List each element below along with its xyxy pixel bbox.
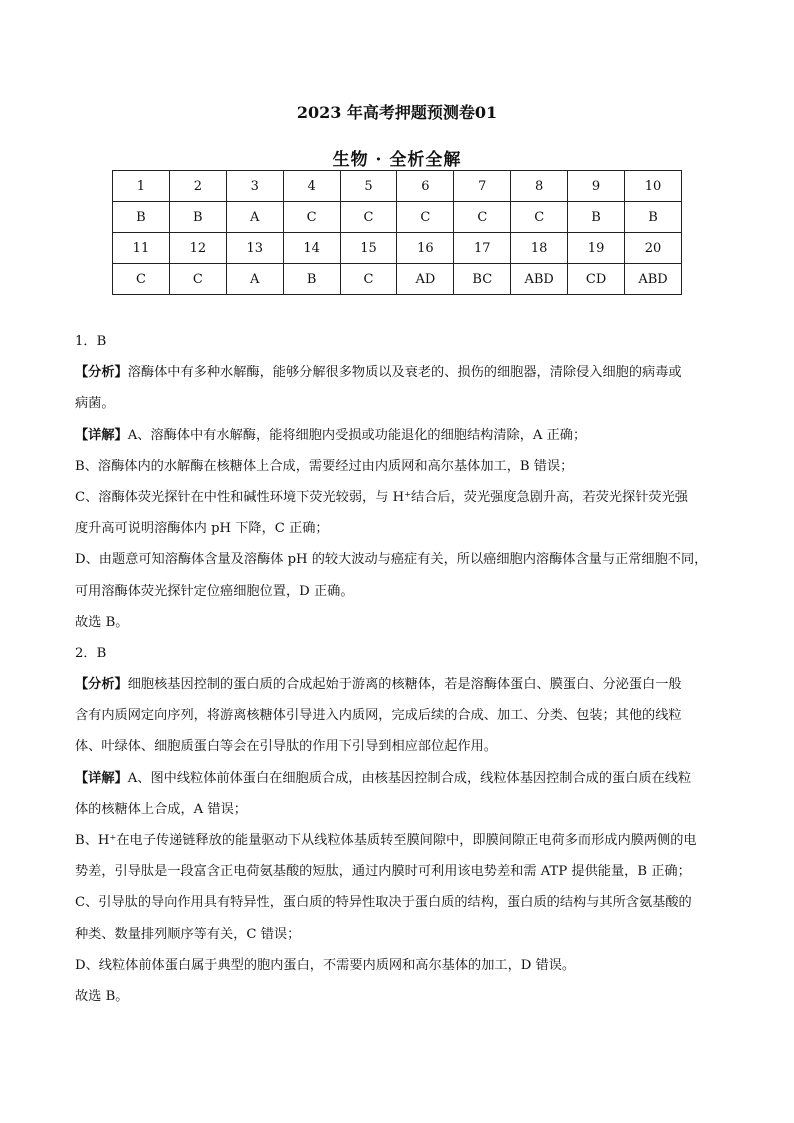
- table-cell: 13: [226, 233, 283, 264]
- table-cell: C: [340, 264, 397, 295]
- q1-analysis: [75, 357, 720, 388]
- table-cell: ABD: [511, 264, 568, 295]
- table-cell: 11: [113, 233, 170, 264]
- table-cell: C: [454, 202, 511, 233]
- table-cell: B: [169, 202, 226, 233]
- table-row-answers-2: [113, 264, 682, 295]
- q2-analysis-cont-1: 含有内质网定向序列，将游离核糖体引导进入内质网，完成后续的合成、加工、分类、包装；其他的线粒: [75, 708, 682, 724]
- table-cell: 15: [340, 233, 397, 264]
- table-cell: A: [226, 264, 283, 295]
- table-cell: B: [625, 202, 682, 233]
- table-cell: 19: [568, 233, 625, 264]
- q1-detail-c-cont: 度升高可说明溶酶体内 pH 下降，C 正确；: [75, 521, 329, 537]
- solutions-body: [75, 326, 720, 1012]
- table-row-numbers-2: [113, 233, 682, 264]
- table-cell: A: [226, 202, 283, 233]
- q2-detail-d: D、线粒体前体蛋白属于典型的胞内蛋白，不需要内质网和高尔基体的加工，D 错误。: [75, 957, 576, 973]
- table-cell: 20: [625, 233, 682, 264]
- q1-analysis-cont: 病菌。: [75, 396, 115, 412]
- analysis-tag: 【分析】: [75, 677, 128, 693]
- q2-detail-c: C、引导肽的导向作用具有特异性，蛋白质的特异性取决于蛋白质的结构，蛋白质的结构与其所含氨基酸的: [75, 895, 692, 911]
- q1-detail-b: B、溶酶体内的水解酶在核糖体上合成，需要经过由内质网和高尔基体加工，B 错误；: [75, 458, 574, 474]
- table-cell: CD: [568, 264, 625, 295]
- q2-detail-b: B、H⁺在电子传递链释放的能量驱动下从线粒体基质转至膜间隙中，即膜间隙正电荷多而形成内膜两侧的电: [75, 833, 697, 848]
- answer-table: [112, 170, 682, 295]
- detail-tag: 【详解】: [75, 770, 128, 786]
- table-cell: 14: [283, 233, 340, 264]
- q2-analysis-cont-2: 体、叶绿体、细胞质蛋白等会在引导肽的作用下引导到相应部位起作用。: [75, 739, 497, 755]
- table-cell: C: [397, 202, 454, 233]
- q1-detail-c: C、溶酶体荧光探针在中性和碱性环境下荧光较弱，与 H⁺结合后，荧光强度急剧升高，若荧光探针荧光强: [75, 489, 688, 505]
- table-cell: C: [169, 264, 226, 295]
- q1-detail-a: A、溶酶体中有水解酶，能将细胞内受损或功能退化的细胞结构清除，A 正确；: [127, 427, 587, 443]
- table-cell: 9: [568, 171, 625, 202]
- document-subtitle: 生物 · 全析全解: [332, 150, 462, 170]
- table-cell: 17: [454, 233, 511, 264]
- q1-detail-d: D、由题意可知溶酶体含量及溶酶体 pH 的较大波动与癌症有关，所以癌细胞内溶酶体含量与正常细胞不同，: [75, 552, 708, 568]
- q2-detail-c-cont: 种类、数量排列顺序等有关，C 错误；: [75, 926, 301, 942]
- q1-conclusion: 故选 B。: [75, 614, 129, 630]
- table-cell: B: [568, 202, 625, 233]
- table-cell: BC: [454, 264, 511, 295]
- detail-tag: 【详解】: [75, 427, 128, 443]
- table-cell: 4: [283, 171, 340, 202]
- q2-detail: [75, 763, 720, 794]
- table-cell: 6: [397, 171, 454, 202]
- table-cell: 1: [113, 171, 170, 202]
- q2-header: 2．B: [75, 645, 107, 661]
- q1-header: 1．B: [75, 334, 107, 349]
- table-cell: C: [283, 202, 340, 233]
- table-cell: 2: [169, 171, 226, 202]
- table-cell: 18: [511, 233, 568, 264]
- table-cell: B: [283, 264, 340, 295]
- q2-conclusion: 故选 B。: [75, 988, 129, 1004]
- q2-detail-b-cont: 势差，引导肽是一段富含正电荷氨基酸的短肽，通过内膜时可利用该电势差和需 ATP 提供能量，B 正确；: [75, 864, 691, 880]
- table-cell: 5: [340, 171, 397, 202]
- document-title: 2023 年高考押题预测卷01: [296, 103, 498, 122]
- table-row-numbers-1: [113, 171, 682, 202]
- q2-analysis-text: 细胞核基因控制的蛋白质的合成起始于游离的核糖体，若是溶酶体蛋白、膜蛋白、分泌蛋白一般: [127, 677, 682, 693]
- table-cell: AD: [397, 264, 454, 295]
- q2-detail-a-cont: 体的核糖体上合成，A 错误；: [75, 801, 247, 817]
- table-cell: 16: [397, 233, 454, 264]
- table-cell: 3: [226, 171, 283, 202]
- analysis-tag: 【分析】: [75, 365, 128, 381]
- table-cell: 10: [625, 171, 682, 202]
- table-cell: C: [511, 202, 568, 233]
- q1-detail-d-cont: 可用溶酶体荧光探针定位癌细胞位置，D 正确。: [75, 583, 354, 599]
- q1-detail: [75, 420, 720, 451]
- q2-detail-a: A、图中线粒体前体蛋白在细胞质合成，由核基因控制合成，线粒体基因控制合成的蛋白质在线粒: [127, 770, 692, 786]
- table-cell: 7: [454, 171, 511, 202]
- table-cell: 12: [169, 233, 226, 264]
- table-cell: 8: [511, 171, 568, 202]
- q2-analysis: [75, 669, 720, 700]
- table-cell: C: [113, 264, 170, 295]
- q1-analysis-text: 溶酶体中有多种水解酶，能够分解很多物质以及衰老的、损伤的细胞器，清除侵入细胞的病毒或: [127, 365, 682, 381]
- table-cell: C: [340, 202, 397, 233]
- table-row-answers-1: [113, 202, 682, 233]
- table-cell: ABD: [625, 264, 682, 295]
- table-cell: B: [113, 202, 170, 233]
